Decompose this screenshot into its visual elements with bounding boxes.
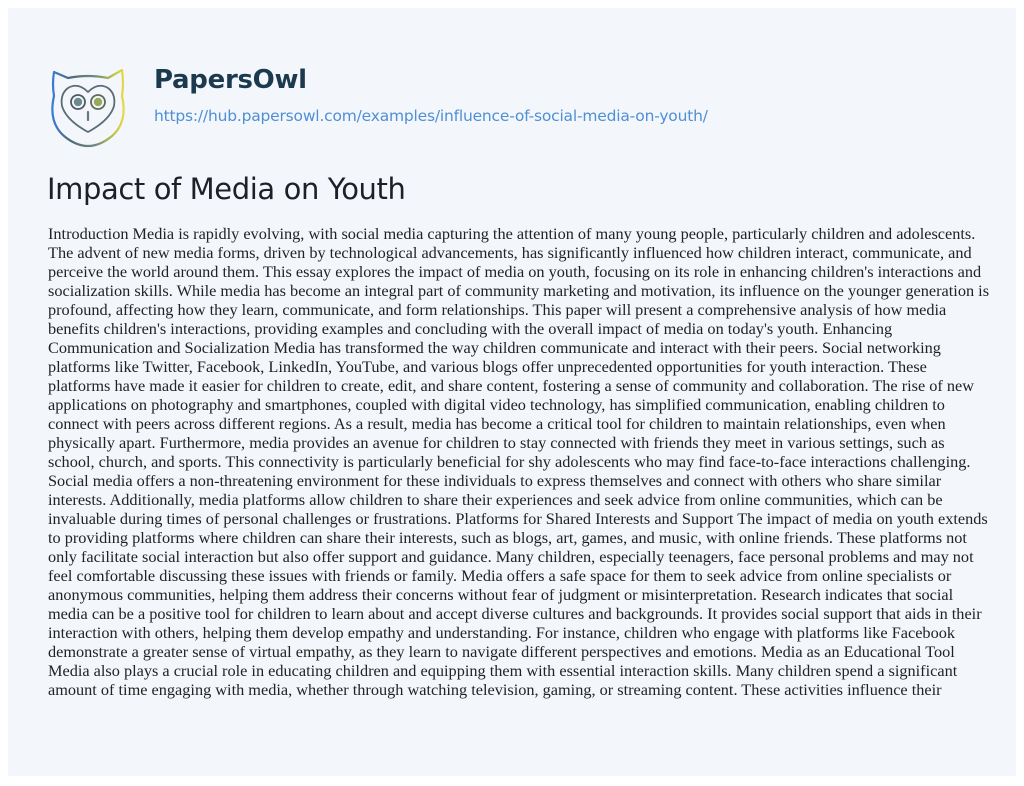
owl-logo-icon[interactable] bbox=[48, 66, 128, 150]
essay-line: to providing platforms where children can share their interests, such as blogs, art, games, and music, with online friends. These platforms not bbox=[48, 528, 967, 547]
essay-line: Communication and Socialization Media has transformed the way children communicate and interact with their peers. Social networking bbox=[48, 338, 941, 357]
source-url-link[interactable]: https://hub.papersowl.com/examples/influence-of-social-media-on-youth/ bbox=[154, 107, 708, 125]
essay-line: profound, affecting how they learn, communicate, and form relationships. This paper will present a comprehensive analysis of how media bbox=[48, 300, 947, 319]
essay-line: anonymous communities, helping them address their concerns without fear of judgment or misinterpretation. Research indicates that social bbox=[48, 585, 954, 604]
essay-line: media can be a positive tool for children to learn about and accept diverse cultures and backgrounds. It provides social support that aids in their bbox=[48, 604, 982, 623]
essay-body bbox=[48, 224, 988, 699]
page-title: Impact of Media on Youth bbox=[47, 172, 406, 206]
essay-line: platforms have made it easier for children to create, edit, and share content, fostering a sense of community and collaboration. The rise of new bbox=[48, 376, 975, 395]
essay-line: interests. Additionally, media platforms allow children to share their experiences and seek advice from online communities, which can be bbox=[48, 490, 943, 509]
essay-line: amount of time engaging with media, whether through watching television, gaming, or streaming content. These activities influence their bbox=[48, 680, 942, 699]
essay-line: perceive the world around them. This essay explores the impact of media on youth, focusing on its role in enhancing children's interactions and bbox=[48, 262, 982, 281]
essay-line: connect with peers across different regions. As a result, media has become a critical tool for children to maintain relationships, even when bbox=[48, 414, 946, 433]
essay-line: socialization skills. While media has become an integral part of community marketing and motivation, its influence on the younger generation is bbox=[48, 281, 990, 300]
essay-line: Social media offers a non-threatening environment for these individuals to express themselves and connect with others who share similar bbox=[48, 471, 942, 490]
essay-line: applications on photography and smartphones, coupled with digital video technology, has simplified communication, enabling children to bbox=[48, 395, 945, 414]
essay-line: school, church, and sports. This connectivity is particularly beneficial for shy adolescents who may find face-to-face interactions challenging. bbox=[48, 452, 971, 471]
essay-line: Media also plays a crucial role in educating children and equipping them with essential interaction skills. Many children spend a significant bbox=[48, 661, 958, 680]
essay-line: interaction with others, helping them develop empathy and understanding. For instance, children who engage with platforms like Facebook bbox=[48, 623, 955, 642]
essay-line: The advent of new media forms, driven by technological advancements, has significantly influenced how children interact, communicate, and bbox=[48, 243, 972, 262]
essay-line: only facilitate social interaction but also offer support and guidance. Many children, especially teenagers, face personal problems and may not bbox=[48, 547, 974, 566]
essay-line: Introduction Media is rapidly evolving, with social media capturing the attention of many young people, particularly children and adolescents. bbox=[48, 224, 976, 243]
essay-line: demonstrate a greater sense of virtual empathy, as they learn to navigate different perspectives and emotions. Media as an Educational Tool bbox=[48, 642, 955, 661]
essay-line: invaluable during times of personal challenges or frustrations. Platforms for Shared Interests and Support The impact of media on youth extends bbox=[48, 509, 988, 528]
essay-line: platforms like Twitter, Facebook, LinkedIn, YouTube, and various blogs offer unprecedented opportunities for youth interaction. These bbox=[48, 357, 927, 376]
essay-line: benefits children's interactions, providing examples and concluding with the overall impact of media on today's youth. Enhancing bbox=[48, 319, 893, 338]
essay-line: feel comfortable discussing these issues with friends or family. Media offers a safe space for them to seek advice from online specialists or bbox=[48, 566, 952, 585]
essay-line: physically apart. Furthermore, media provides an avenue for children to stay connected with friends they meet in various settings, such as bbox=[48, 433, 945, 452]
brand-name[interactable]: PapersOwl bbox=[154, 65, 307, 95]
